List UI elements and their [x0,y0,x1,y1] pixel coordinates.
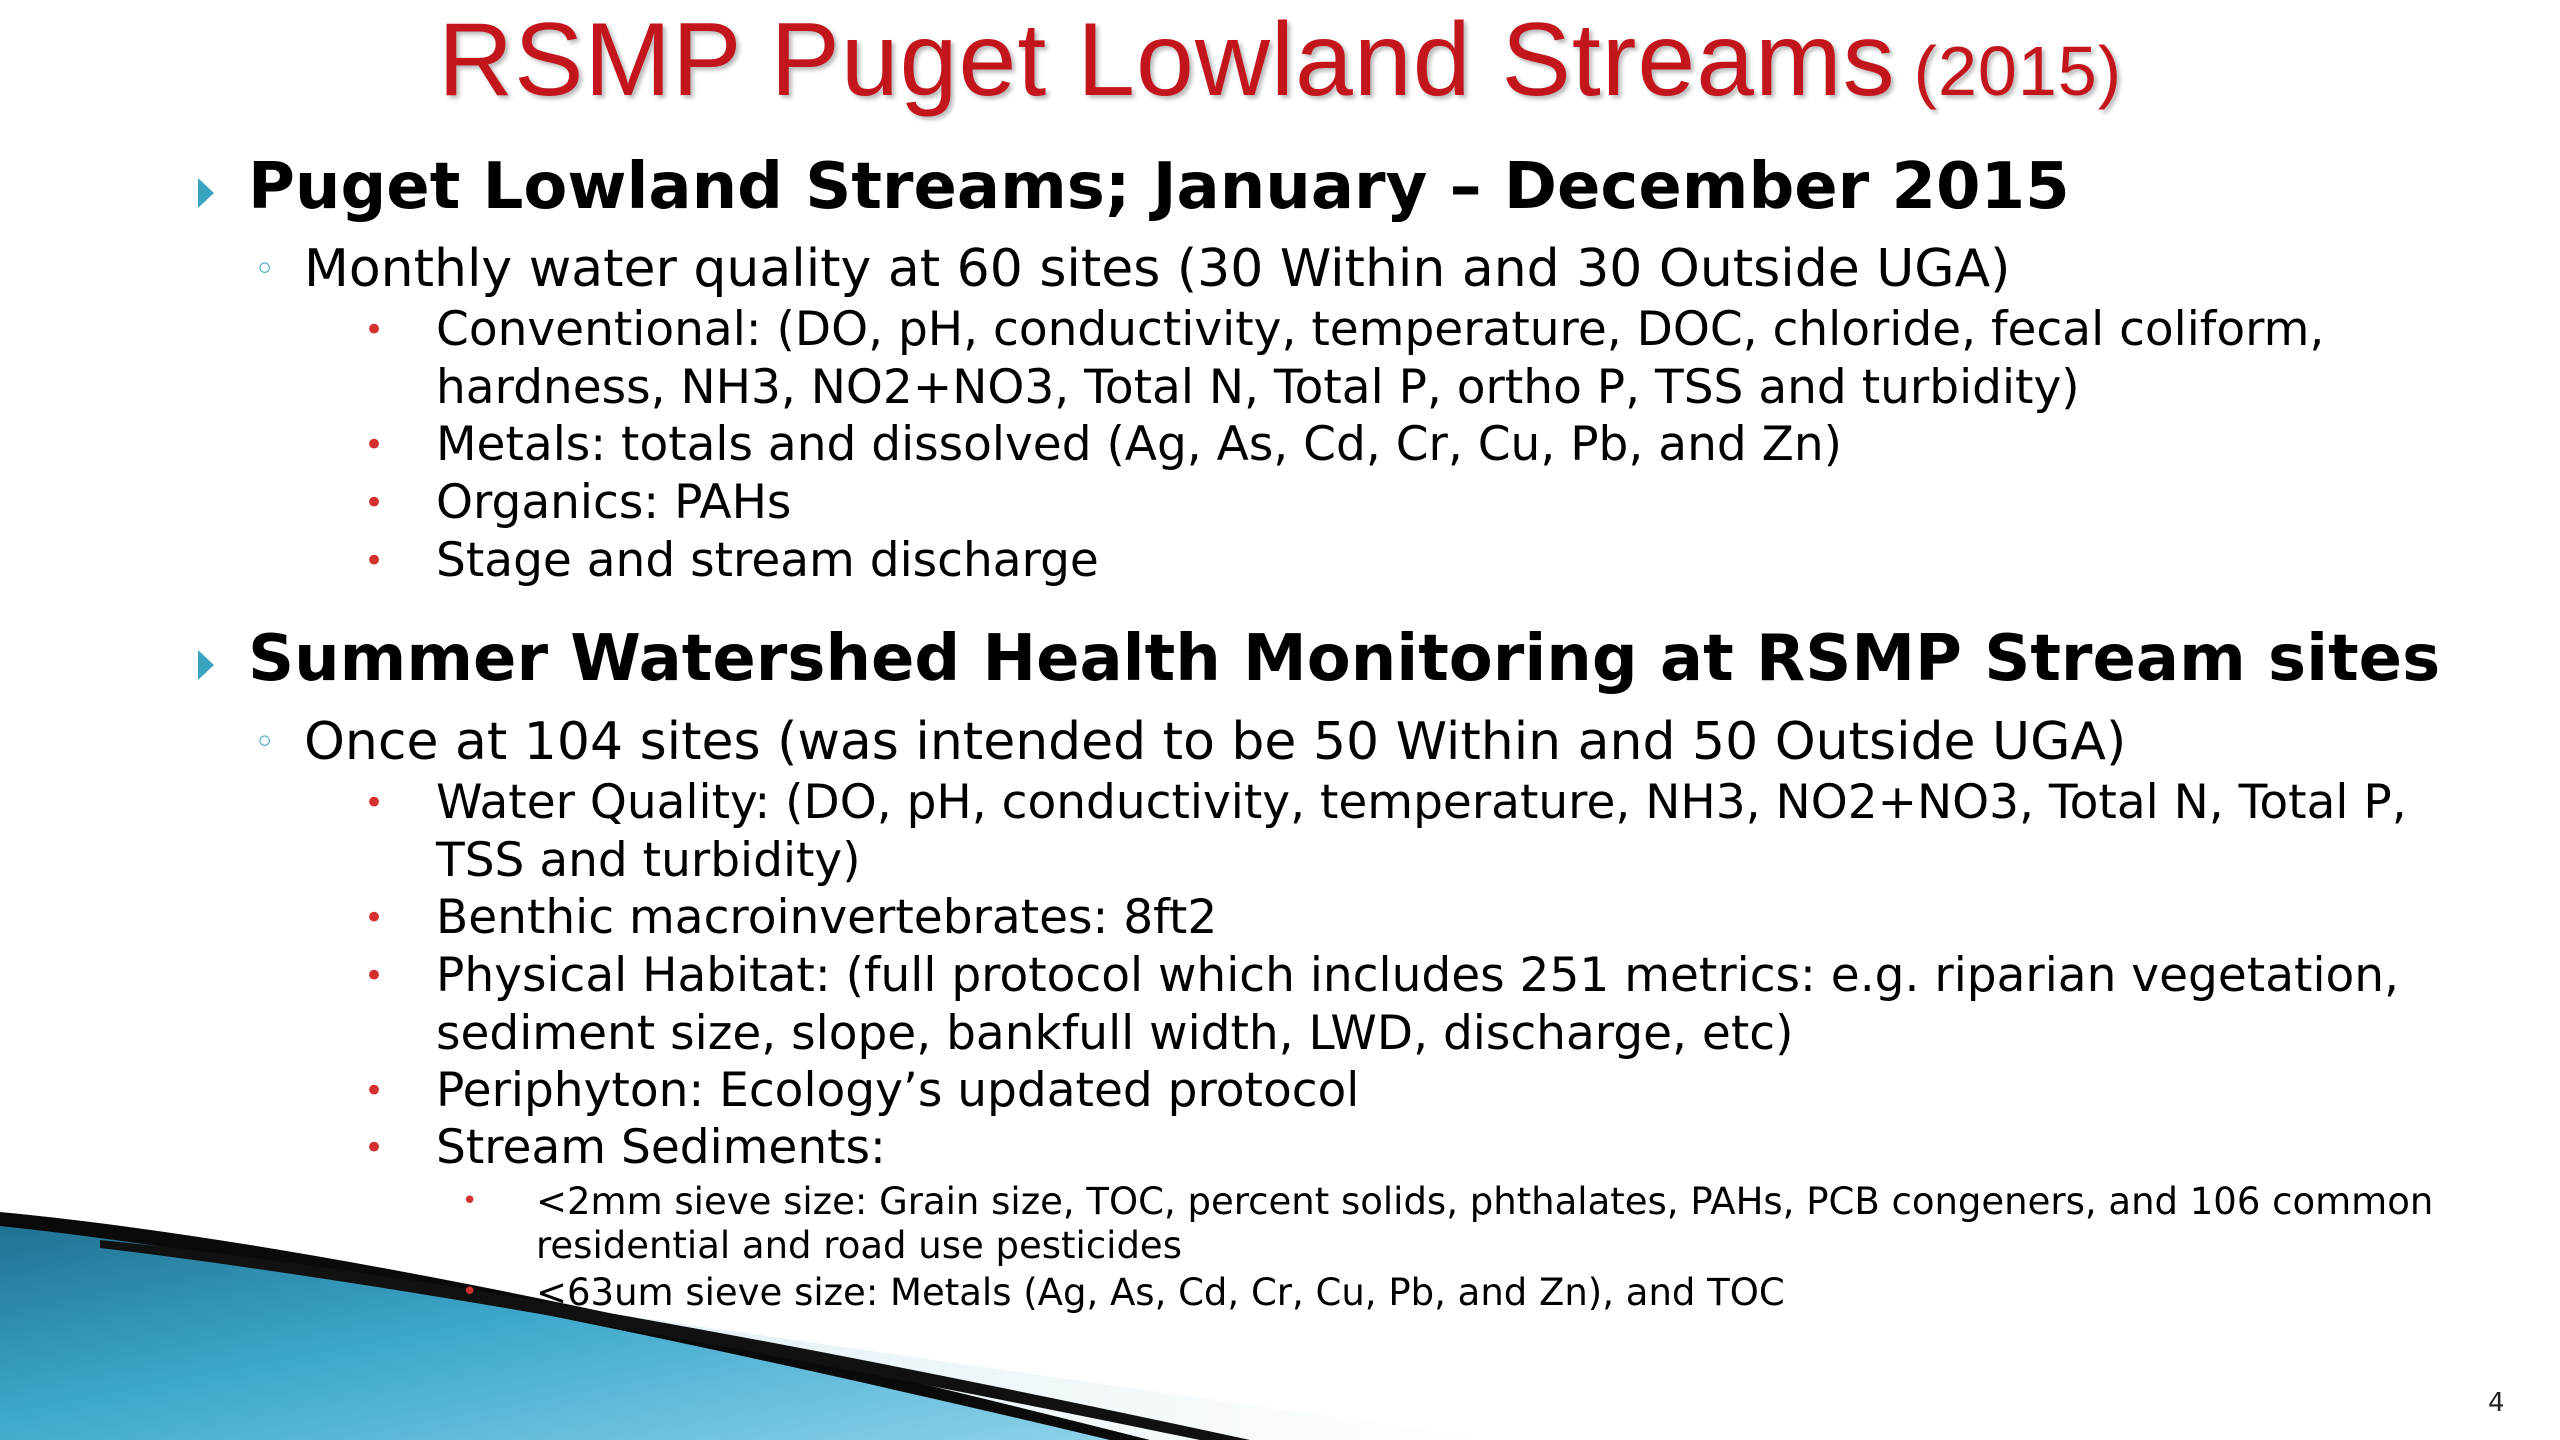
sediment-subitem-63um: <63um sieve size: Metals (Ag, As, Cd, Cr, Cu, Pb, and Zn), and TOC [536,1271,1785,1314]
title-text: RSMP Puget Lowland Streams [437,2,1896,118]
level3-bullet-icon: • [364,1128,385,1168]
section2-item-physical-habitat-cont: sediment size, slope, bankfull width, LWD, discharge, etc) [436,1006,1794,1061]
level3-bullet-icon: • [364,956,385,996]
level3-bullet-icon: • [364,483,385,523]
section1-sub: Monthly water quality at 60 sites (30 Within and 30 Outside UGA) [304,239,2011,299]
section2-item-water-quality-cont: TSS and turbidity) [436,833,861,888]
section2-item-physical-habitat: Physical Habitat: (full protocol which includes 251 metrics: e.g. riparian vegetation, [436,948,2399,1003]
section2-sub: Once at 104 sites (was intended to be 50 Within and 50 Outside UGA) [304,712,2127,772]
section2-item-benthic: Benthic macroinvertebrates: 8ft2 [436,890,1218,945]
level1-bullet-icon [198,650,214,680]
level4-bullet-icon: • [462,1277,478,1307]
section1-item-stage: Stage and stream discharge [436,533,1099,588]
level3-bullet-icon: • [364,783,385,823]
level2-bullet-icon: ◦ [254,722,276,763]
section1-item-metals: Metals: totals and dissolved (Ag, As, Cd, Cr, Cu, Pb, and Zn) [436,417,1842,472]
title-year: (2015) [1913,32,2123,110]
level3-bullet-icon: • [364,310,385,350]
level1-bullet-icon [198,178,214,208]
level3-bullet-icon: • [364,541,385,581]
section1-item-organics: Organics: PAHs [436,475,792,530]
sediment-subitem-2mm: <2mm sieve size: Grain size, TOC, percent solids, phthalates, PAHs, PCB congeners, and 106 common [536,1180,2434,1223]
page-number: 4 [2488,1388,2505,1418]
section1-heading: Puget Lowland Streams; January – December 2015 [248,150,2070,224]
level2-bullet-icon: ◦ [254,249,276,290]
section2-item-water-quality: Water Quality: (DO, pH, conductivity, temperature, NH3, NO2+NO3, Total N, Total P, [436,775,2407,830]
level3-bullet-icon: • [364,898,385,938]
level3-bullet-icon: • [364,425,385,465]
level3-bullet-icon: • [364,1071,385,1111]
section2-item-stream-sediments: Stream Sediments: [436,1120,886,1175]
level4-bullet-icon: • [462,1186,478,1216]
section1-item-conventional-cont: hardness, NH3, NO2+NO3, Total N, Total P, ortho P, TSS and turbidity) [436,360,2080,415]
slide-title [0,0,2560,131]
sediment-subitem-2mm-cont: residential and road use pesticides [536,1224,1182,1267]
section1-item-conventional: Conventional: (DO, pH, conductivity, temperature, DOC, chloride, fecal coliform, [436,302,2325,357]
section2-heading: Summer Watershed Health Monitoring at RSMP Stream sites [248,622,2441,696]
section2-item-periphyton: Periphyton: Ecology’s updated protocol [436,1063,1360,1118]
